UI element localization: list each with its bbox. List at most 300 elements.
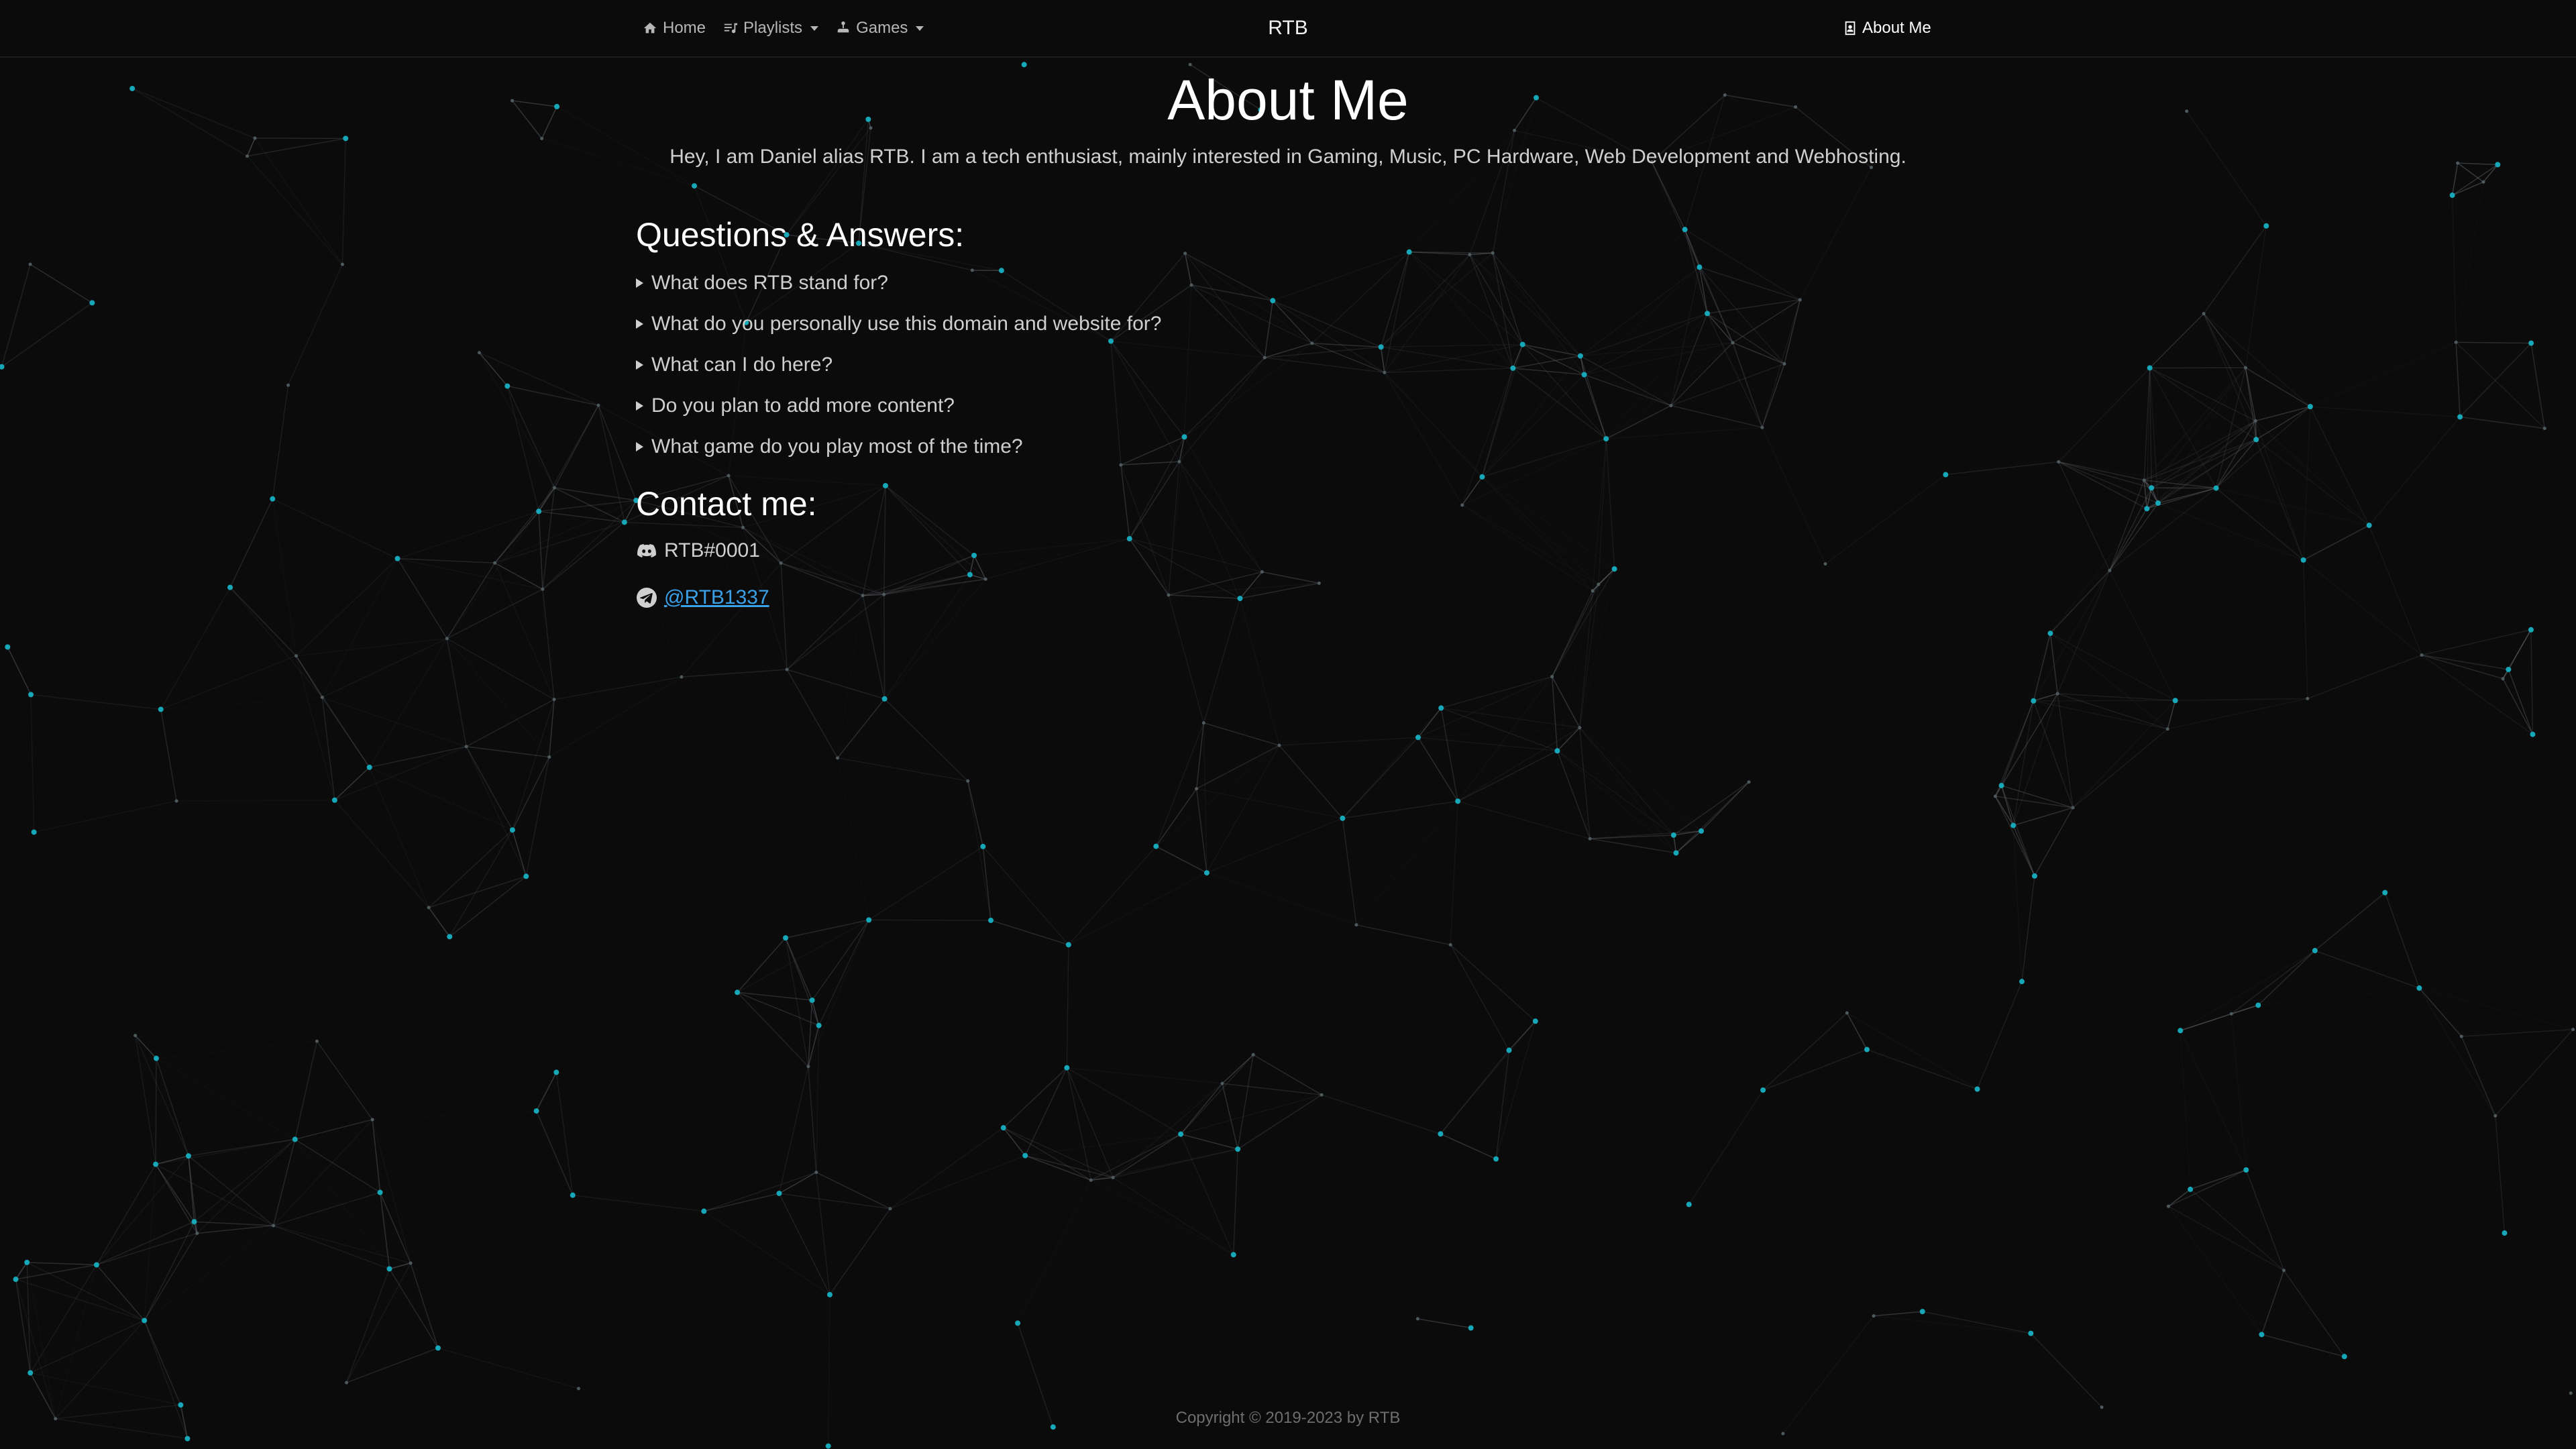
- particle-link: [786, 938, 819, 1025]
- particle-node: [445, 637, 449, 640]
- particle-node: [504, 383, 510, 388]
- particle-link: [295, 1120, 372, 1139]
- particle-link: [438, 1348, 579, 1388]
- particle-link: [230, 588, 322, 698]
- particle-link: [2033, 570, 2110, 700]
- particle-node: [89, 300, 95, 305]
- particle-link: [30, 1320, 144, 1373]
- particle-link: [543, 522, 625, 589]
- particle-link: [97, 1156, 189, 1265]
- particle-link: [2022, 876, 2035, 981]
- particle-link: [495, 563, 543, 589]
- particle-node: [2188, 1187, 2193, 1192]
- particle-node: [553, 698, 556, 701]
- particle-node: [2502, 677, 2505, 680]
- particle-link: [156, 1059, 189, 1156]
- particle-link: [7, 647, 31, 695]
- particle-link: [737, 992, 819, 1025]
- particle-link: [1222, 1083, 1322, 1095]
- particle-link: [1557, 751, 1590, 839]
- particle-node: [28, 1370, 33, 1375]
- joystick-icon: [836, 21, 851, 36]
- particle-link: [429, 876, 526, 908]
- particle-link: [2385, 893, 2419, 988]
- particle-link: [447, 589, 543, 639]
- nav-games-label: Games: [856, 19, 908, 37]
- particle-link: [370, 767, 513, 830]
- particle-node: [2155, 500, 2161, 506]
- brand-link[interactable]: RTB: [1268, 17, 1308, 39]
- particle-node: [493, 561, 496, 565]
- particle-link: [317, 936, 449, 1041]
- particle-link: [390, 1269, 438, 1348]
- particle-link: [737, 920, 869, 992]
- particle-link: [372, 1111, 536, 1120]
- nav-playlists-dropdown[interactable]: [723, 19, 818, 38]
- particle-node: [2031, 698, 2036, 704]
- particle-node: [1674, 850, 1679, 855]
- particle-link: [161, 709, 176, 800]
- particle-link: [2158, 503, 2304, 560]
- particle-link: [2110, 508, 2147, 570]
- particle-node: [2502, 1230, 2507, 1236]
- particle-node: [1507, 1048, 1512, 1053]
- particle-link: [2, 303, 93, 366]
- qa-item-favorite-game[interactable]: [636, 416, 1940, 477]
- particle-node: [227, 585, 233, 590]
- particle-node: [1022, 1153, 1028, 1159]
- particle-node: [540, 137, 543, 140]
- particle-link: [1067, 1068, 1113, 1178]
- particle-node: [94, 1262, 99, 1267]
- particle-link: [968, 781, 983, 847]
- particle-link: [2190, 1170, 2246, 1189]
- particle-link: [1067, 945, 1068, 1067]
- particle-link: [1450, 945, 1536, 1021]
- particle-link: [295, 1139, 390, 1269]
- particle-link: [429, 830, 513, 908]
- particle-node: [28, 692, 34, 697]
- particle-link: [1203, 723, 1279, 746]
- particle-link: [2261, 1334, 2344, 1356]
- particle-node: [1455, 798, 1460, 804]
- particle-link: [1240, 598, 1279, 745]
- particle-node: [882, 696, 888, 702]
- particle-link: [479, 353, 554, 488]
- particle-node: [378, 1190, 383, 1195]
- particle-link: [2453, 182, 2483, 195]
- particle-link: [2369, 417, 2460, 525]
- particle-link: [495, 500, 637, 563]
- music-list-icon: [723, 21, 738, 36]
- particle-link: [507, 386, 554, 488]
- particle-link: [27, 1263, 56, 1419]
- particle-node: [701, 1209, 706, 1214]
- particle-link: [161, 698, 323, 710]
- particle-link: [2, 264, 30, 367]
- particle-link: [466, 747, 513, 830]
- particle-link: [1458, 728, 1580, 802]
- nav-playlists-label: Playlists: [743, 19, 803, 37]
- particle-node: [1468, 1326, 1474, 1331]
- particle-node: [1578, 726, 1581, 729]
- particle-link: [2496, 1116, 2505, 1233]
- particle-link: [1207, 873, 1356, 925]
- particle-link: [539, 511, 543, 589]
- particle-node: [2166, 727, 2169, 731]
- particle-link: [1418, 737, 1557, 751]
- particle-node: [2259, 1332, 2264, 1337]
- particle-node: [980, 844, 985, 849]
- particle-link: [398, 488, 555, 559]
- particle-link: [2453, 164, 2498, 195]
- particle-link: [411, 1263, 438, 1348]
- particle-node: [1231, 1252, 1236, 1257]
- particle-link: [539, 511, 625, 522]
- particle-link: [156, 1041, 317, 1059]
- main-content: [636, 56, 1940, 611]
- particle-link: [132, 89, 247, 156]
- particle-link: [2256, 407, 2310, 439]
- particle-link: [1995, 633, 2050, 796]
- particle-link: [27, 1263, 97, 1265]
- particle-link: [347, 1348, 438, 1383]
- particle-link: [1874, 1316, 2031, 1334]
- particle-node: [2569, 1391, 2573, 1395]
- particle-link: [2050, 633, 2057, 694]
- particle-node: [2506, 667, 2511, 672]
- particle-link: [230, 588, 296, 656]
- particle-node: [1221, 1082, 1224, 1085]
- particle-link: [1181, 1083, 1222, 1134]
- particle-link: [479, 353, 539, 511]
- particle-link: [1004, 1128, 1091, 1180]
- particle-link: [370, 767, 429, 908]
- particle-node: [2108, 569, 2111, 572]
- particle-node: [315, 1040, 319, 1043]
- particle-node: [827, 1292, 833, 1297]
- particle-link: [2246, 1170, 2284, 1271]
- particle-node: [2263, 223, 2269, 229]
- particle-link: [1674, 782, 1749, 835]
- particle-node: [2543, 427, 2546, 430]
- particle-link: [1441, 677, 1552, 708]
- particle-node: [786, 668, 789, 672]
- particle-node: [286, 384, 290, 387]
- particle-node: [341, 263, 344, 266]
- particle-link: [2033, 701, 2073, 808]
- particle-node: [1999, 783, 2004, 788]
- particle-link: [2022, 981, 2180, 1030]
- particle-node: [2230, 1012, 2233, 1016]
- particle-node: [2253, 437, 2259, 442]
- particle-link: [1156, 847, 1207, 873]
- particle-link: [737, 938, 786, 992]
- particle-node: [1589, 837, 1592, 841]
- particle-link: [682, 669, 787, 677]
- particle-link: [838, 596, 863, 758]
- particle-link: [2458, 163, 2498, 164]
- particle-node: [1994, 794, 1997, 798]
- nav-games-dropdown[interactable]: [836, 19, 924, 38]
- particle-link: [2422, 655, 2532, 735]
- particle-node: [2571, 1028, 2575, 1031]
- particle-link: [2310, 407, 2460, 417]
- particle-node: [2382, 890, 2387, 896]
- particle-node: [2495, 162, 2500, 167]
- particle-node: [153, 1162, 158, 1167]
- particle-link: [2284, 1271, 2344, 1356]
- particle-link: [598, 405, 636, 500]
- particle-node: [32, 829, 37, 835]
- particle-link: [704, 1173, 816, 1212]
- particle-link: [322, 639, 447, 698]
- page-title: About Me: [1167, 68, 1409, 131]
- particle-link: [297, 639, 447, 656]
- telegram-link[interactable]: @RTB1337: [664, 586, 769, 608]
- disclosure-triangle-icon: [636, 319, 643, 329]
- particle-link: [2150, 368, 2310, 407]
- particle-node: [5, 645, 10, 650]
- particle-link: [2419, 988, 2495, 1116]
- particle-node: [554, 104, 559, 109]
- particle-node: [129, 86, 135, 91]
- particle-link: [890, 1156, 1025, 1209]
- disclosure-triangle-icon: [636, 442, 643, 451]
- particle-link: [449, 876, 526, 936]
- particle-node: [966, 780, 969, 783]
- particle-link: [2190, 1189, 2284, 1271]
- particle-node: [888, 1207, 892, 1210]
- particle-link: [513, 830, 526, 876]
- disclosure-triangle-icon: [636, 401, 643, 411]
- particle-link: [2456, 182, 2483, 342]
- particle-node: [2173, 698, 2178, 703]
- particle-node: [427, 906, 431, 909]
- particle-node: [409, 1261, 413, 1265]
- particle-node: [158, 706, 164, 712]
- particle-link: [2369, 525, 2422, 655]
- particle-link: [1018, 1156, 1025, 1324]
- particle-link: [2385, 893, 2461, 1036]
- particle-node: [191, 1219, 197, 1224]
- particle-node: [2178, 1028, 2183, 1033]
- particle-link: [16, 1279, 145, 1320]
- particle-node: [2456, 162, 2459, 165]
- particle-link: [513, 757, 549, 830]
- particle-node: [343, 136, 348, 141]
- particle-node: [1015, 1320, 1020, 1326]
- particle-link: [1279, 708, 1441, 745]
- nav-home-link[interactable]: [643, 19, 706, 38]
- particle-link: [2483, 182, 2531, 343]
- particle-node: [2143, 478, 2146, 482]
- particle-node: [178, 1402, 183, 1407]
- particle-link: [16, 1279, 56, 1419]
- particle-node: [195, 1232, 199, 1235]
- particle-link: [248, 138, 255, 156]
- particle-link: [737, 992, 812, 1000]
- particle-link: [2315, 951, 2420, 988]
- particle-link: [272, 385, 288, 498]
- particle-link: [786, 920, 869, 938]
- particle-link: [507, 386, 539, 511]
- particle-node: [465, 745, 468, 748]
- particle-link: [447, 639, 466, 747]
- particle-link: [1458, 677, 1552, 802]
- discord-icon: [636, 540, 657, 561]
- particle-link: [1207, 818, 1342, 873]
- particle-link: [2255, 421, 2369, 525]
- particle-node: [2243, 1167, 2249, 1173]
- particle-link: [2310, 342, 2456, 407]
- particle-link: [272, 499, 296, 656]
- particle-node: [2308, 404, 2313, 409]
- particle-node: [154, 1056, 159, 1061]
- particle-link: [2073, 700, 2176, 808]
- particle-node: [2416, 985, 2422, 991]
- particle-node: [1112, 1176, 1115, 1179]
- particle-node: [395, 556, 400, 561]
- particle-node: [2147, 365, 2153, 370]
- particle-link: [2050, 503, 2158, 633]
- particle-node: [1252, 1053, 1255, 1057]
- particle-node: [1202, 721, 1205, 724]
- particle-link: [274, 1226, 411, 1263]
- particle-node: [866, 917, 871, 922]
- particle-node: [1001, 1125, 1006, 1130]
- particle-link: [447, 639, 554, 700]
- particle-link: [2504, 1233, 2571, 1393]
- particle-link: [2304, 407, 2310, 560]
- particle-node: [2072, 806, 2075, 810]
- particle-link: [2110, 570, 2176, 700]
- particle-link: [2245, 368, 2310, 407]
- chevron-down-icon: [810, 26, 818, 31]
- particle-link: [2453, 195, 2457, 342]
- particle-node: [1920, 1309, 1925, 1314]
- particle-link: [1552, 677, 1580, 728]
- particle-node: [1699, 828, 1704, 834]
- particle-node: [246, 154, 249, 158]
- particle-node: [2149, 485, 2154, 490]
- particle-link: [161, 656, 297, 710]
- particle-node: [534, 1108, 539, 1114]
- particle-link: [347, 1263, 411, 1383]
- qa-question: What game do you play most of the time?: [651, 435, 1023, 458]
- particle-link: [1580, 728, 1674, 835]
- particle-link: [1342, 818, 1356, 925]
- particle-link: [1004, 1128, 1113, 1177]
- particle-link: [2231, 1014, 2246, 1170]
- particle-link: [2304, 560, 2308, 699]
- particle-node: [24, 1260, 30, 1265]
- particle-link: [370, 747, 466, 767]
- particle-node: [2306, 697, 2309, 700]
- particle-node: [783, 935, 788, 941]
- particle-link: [1701, 782, 1749, 831]
- particle-link: [2168, 1206, 2261, 1334]
- particle-node: [536, 508, 541, 514]
- particle-node: [345, 1381, 348, 1385]
- particle-node: [1449, 943, 1452, 947]
- particle-node: [1975, 1086, 1980, 1091]
- particle-link: [838, 758, 869, 920]
- particle-link: [2231, 951, 2315, 1014]
- particle-link: [2460, 417, 2544, 428]
- particle-link: [297, 656, 370, 767]
- nav-about-link[interactable]: [1843, 0, 1931, 56]
- particle-link: [156, 1165, 194, 1222]
- particle-node: [2056, 692, 2059, 695]
- particle-link: [1253, 925, 1356, 1055]
- particle-link: [2231, 1005, 2258, 1014]
- particle-node: [1493, 1157, 1499, 1162]
- particle-node: [447, 934, 452, 939]
- particle-link: [335, 800, 429, 908]
- particle-link: [1222, 1055, 1253, 1083]
- particle-node: [2450, 193, 2455, 198]
- particle-link: [1580, 728, 1590, 839]
- particle-link: [144, 1320, 180, 1405]
- particle-link: [2419, 988, 2573, 1030]
- particle-link: [968, 781, 991, 920]
- particle-link: [30, 1373, 187, 1438]
- particle-link: [2204, 314, 2310, 407]
- particle-link: [1322, 925, 1356, 1095]
- particle-link: [2304, 525, 2369, 560]
- particle-node: [1340, 816, 1345, 821]
- particle-link: [449, 936, 556, 1072]
- particle-node: [2528, 341, 2534, 346]
- particle-link: [176, 800, 335, 801]
- particle-node: [2047, 631, 2053, 636]
- particle-link: [2180, 1014, 2231, 1030]
- telegram-icon: [636, 587, 657, 608]
- contact-telegram: [636, 584, 1940, 611]
- particle-link: [2261, 1271, 2284, 1335]
- particle-node: [1781, 1432, 1784, 1435]
- particle-link: [347, 1269, 390, 1383]
- particle-node: [2214, 486, 2219, 491]
- particle-link: [16, 1263, 28, 1279]
- particle-link: [30, 1373, 180, 1405]
- particle-node: [1748, 780, 1751, 784]
- particle-link: [248, 156, 343, 264]
- particle-link: [1580, 728, 1701, 831]
- particle-link: [2246, 1005, 2258, 1170]
- particle-link: [780, 1193, 830, 1295]
- particle-link: [2496, 1030, 2573, 1116]
- particle-link: [1342, 801, 1458, 818]
- particle-link: [2059, 368, 2150, 462]
- particle-node: [1235, 1146, 1240, 1152]
- particle-link: [1450, 801, 1458, 945]
- particle-link: [34, 801, 176, 832]
- particle-link: [194, 1139, 294, 1222]
- particle-link: [1069, 847, 1156, 945]
- particle-node: [1204, 870, 1210, 875]
- particle-link: [1113, 1083, 1222, 1177]
- particle-node: [1064, 1065, 1069, 1071]
- particle-link: [1418, 677, 1552, 738]
- nav-home-label: Home: [663, 19, 706, 37]
- particle-link: [2246, 1170, 2261, 1334]
- particle-link: [2057, 694, 2073, 808]
- particle-link: [2033, 633, 2050, 701]
- particle-link: [2258, 988, 2419, 1006]
- particle-link: [189, 1156, 274, 1226]
